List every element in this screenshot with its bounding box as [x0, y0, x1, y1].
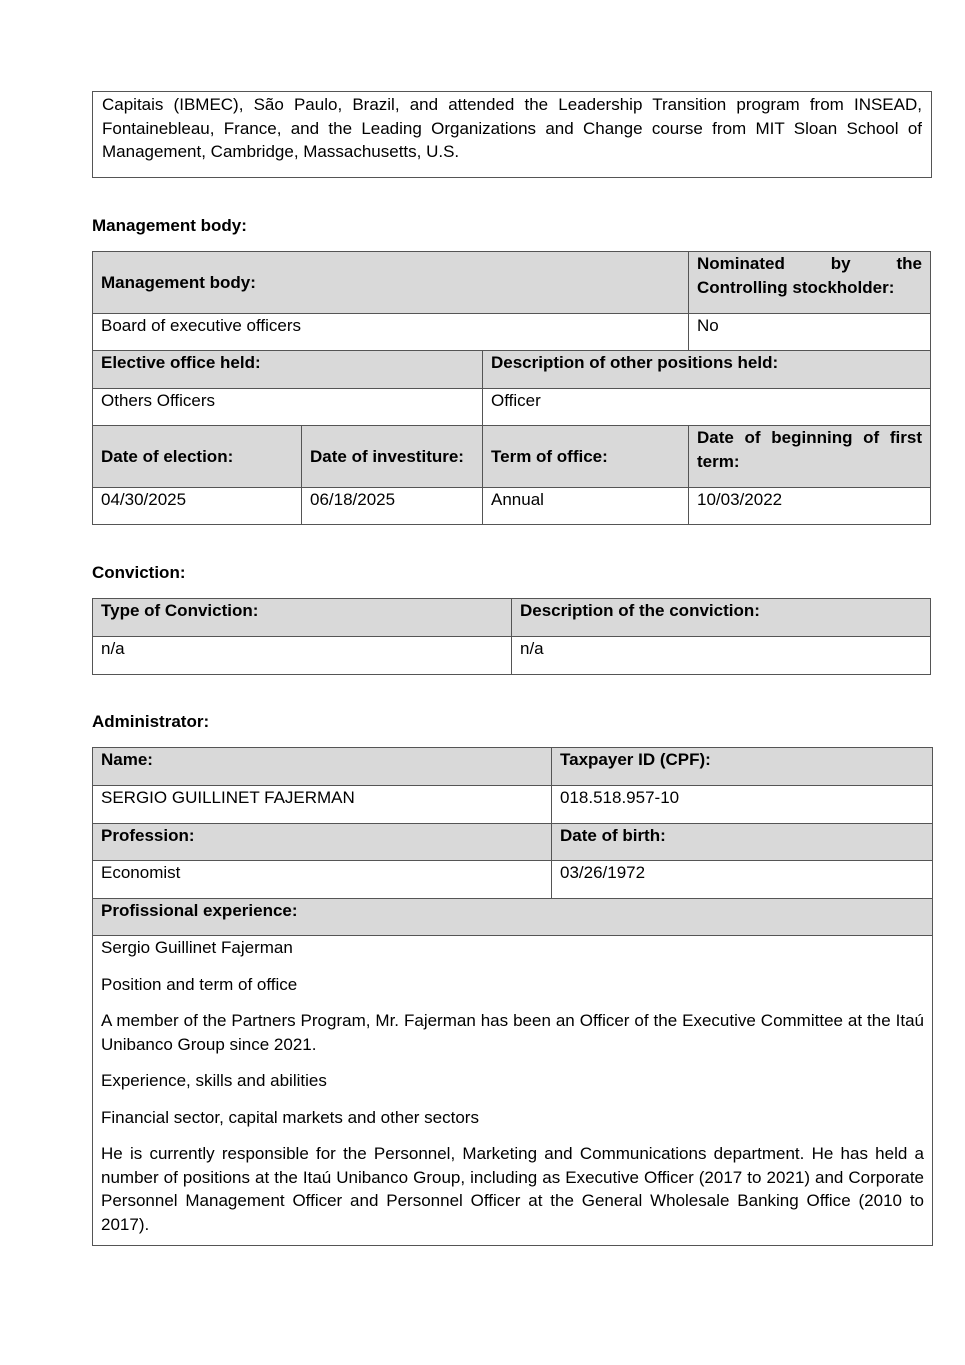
elective-office-label: Elective office held: — [93, 351, 483, 389]
experience-paragraph: Experience, skills and abilities — [101, 1071, 327, 1090]
experience-paragraph: A member of the Partners Program, Mr. Fajerman has been an Officer of the Executive Committee at the Itaú Unibanco Group since 2021. — [101, 1011, 924, 1054]
experience-paragraph: Position and term of office — [101, 974, 298, 994]
investiture-date-label: Date of investiture: — [302, 426, 483, 488]
name-label: Name: — [93, 748, 552, 786]
nominated-value: No — [689, 314, 931, 351]
nominated-label: Nominated by the Controlling stockholder: — [689, 252, 931, 314]
other-positions-value: Officer — [483, 389, 931, 426]
management-body-label: Management body: — [93, 252, 689, 314]
experience-paragraph: Sergio Guillinet Fajerman — [101, 938, 293, 957]
other-positions-label: Description of other positions held: — [483, 351, 931, 389]
term-of-office-label: Term of office: — [483, 426, 689, 488]
administrator-table — [92, 747, 933, 1246]
conviction-type-label: Type of Conviction: — [93, 599, 512, 637]
experience-paragraph: He is currently responsible for the Personnel, Marketing and Communications department. He has held a number of positions at the Itaú Unibanco Group, including as Executive Officer (2017 to 2021) and Corporate Personnel Management Officer and Personnel Officer at the General Wholesale Banking Office (2010 to 2017). — [101, 1144, 924, 1234]
term-of-office-value: Annual — [483, 488, 689, 525]
conviction-description-label: Description of the conviction: — [512, 599, 931, 637]
first-term-value: 10/03/2022 — [689, 488, 931, 525]
administrator-heading: Administrator: — [92, 712, 210, 731]
experience-paragraph: Financial sector, capital markets and other sectors — [101, 1107, 479, 1127]
management-body-heading: Management body: — [92, 216, 247, 235]
election-date-label: Date of election: — [93, 426, 302, 488]
management-body-table — [92, 251, 931, 525]
cpf-value: 018.518.957-10 — [552, 786, 933, 824]
conviction-type-value: n/a — [93, 637, 512, 675]
conviction-heading: Conviction: — [92, 563, 186, 582]
profession-label: Profession: — [93, 824, 552, 861]
continuation-text-box — [92, 91, 932, 178]
profession-value: Economist — [93, 861, 552, 899]
investiture-date-value: 06/18/2025 — [302, 488, 483, 525]
conviction-table — [92, 598, 931, 675]
experience-label: Profissional experience: — [93, 899, 933, 936]
first-term-label: Date of beginning of first term: — [689, 426, 931, 488]
experience-content — [93, 936, 933, 1246]
elective-office-value: Others Officers — [93, 389, 483, 426]
continuation-text: Capitais (IBMEC), São Paulo, Brazil, and attended the Leadership Transition program from INSEAD, Fontainebleau, France, and the Leading Organizations and Change course from MIT Sloan School of Management, Cambridge, Massachusetts, U.S. — [102, 95, 922, 161]
birth-date-value: 03/26/1972 — [552, 861, 933, 899]
birth-date-label: Date of birth: — [552, 824, 933, 861]
cpf-label: Taxpayer ID (CPF): — [552, 748, 933, 786]
management-body-value: Board of executive officers — [93, 314, 689, 351]
name-value: SERGIO GUILLINET FAJERMAN — [93, 786, 552, 824]
conviction-description-value: n/a — [512, 637, 931, 675]
election-date-value: 04/30/2025 — [93, 488, 302, 525]
